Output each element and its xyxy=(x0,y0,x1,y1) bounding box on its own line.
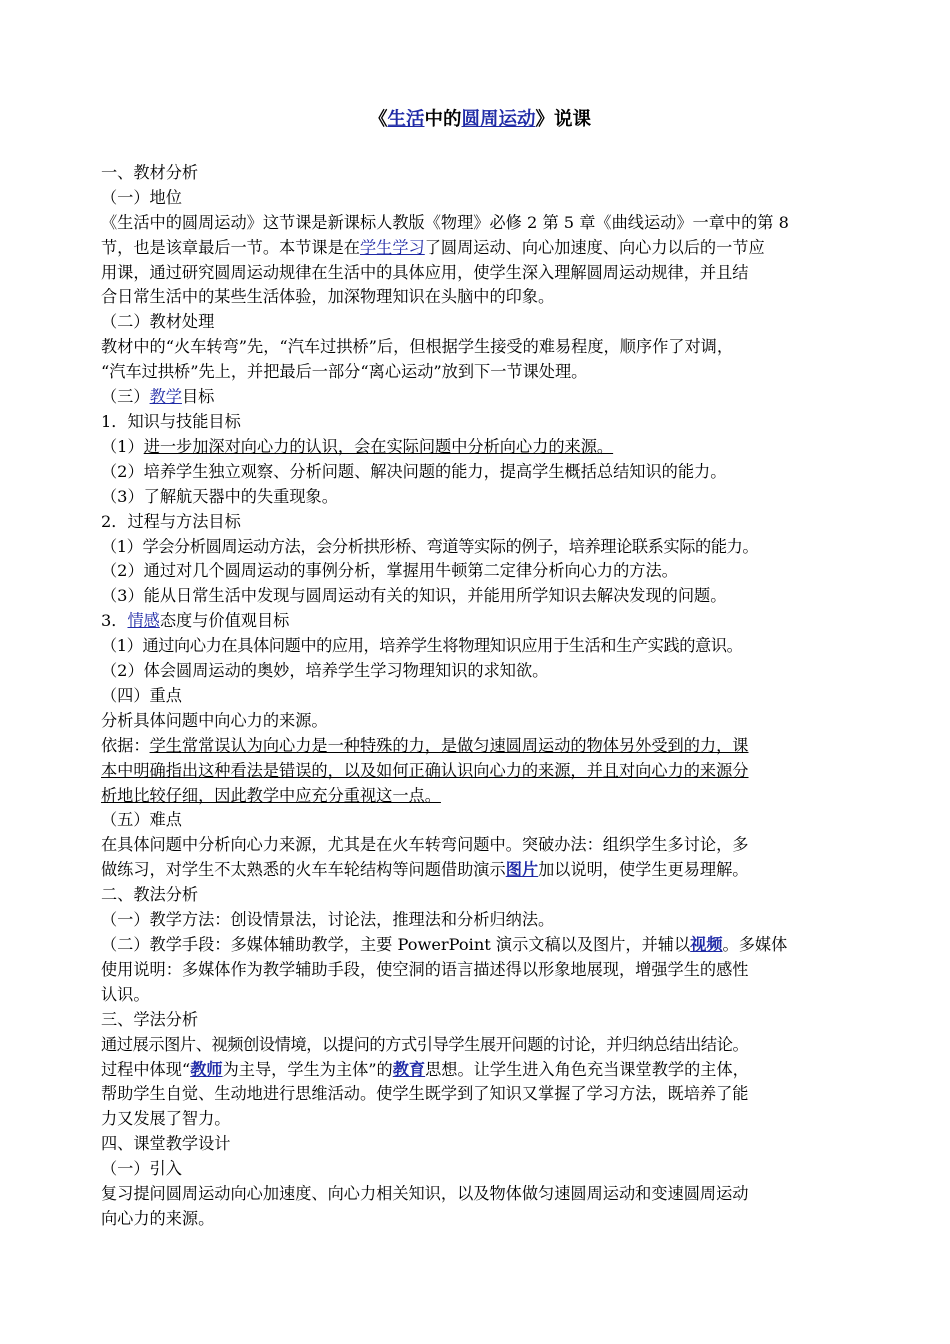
link-emotion[interactable]: 情感 xyxy=(127,611,160,631)
goal-emotion-heading: 3．情感态度与价值观目标 xyxy=(101,611,290,631)
goal-emotion-item-2: （2）体会圆周运动的奥妙，培养学生学习物理知识的求知欲。 xyxy=(101,661,549,681)
method-item-1: （一）教学方法：创设情景法，讨论法，推理法和分析归纳法。 xyxy=(101,910,555,930)
title-link-life[interactable]: 生活 xyxy=(387,109,425,130)
paragraph-basis: 依据：学生常常误认为向心力是一种特殊的力，是做匀速圆周运动的物体另外受到的力，课 本中明确指出这种看法是错误的，以及如何正确认识向心力的来源，并且对向心力的来源分 析地比较仔细，因此教学中应充分重视这一点。 xyxy=(101,735,749,805)
subheading-difficulty: （五）难点 xyxy=(101,810,182,830)
subheading-key-point: （四）重点 xyxy=(101,685,182,705)
section-heading-1: 一、教材分析 xyxy=(101,162,199,182)
goal-process-heading: 2．过程与方法目标 xyxy=(101,511,241,531)
document-title: 《生活中的圆周运动》说课 xyxy=(368,109,592,130)
paragraph-teaching-means: （二）教学手段：多媒体辅助教学，主要 PowerPoint 演示文稿以及图片，并辅以视频。多媒体 使用说明：多媒体作为教学辅助手段，使空洞的语言描述得以形象地展现，增强学生的感性 认识。 xyxy=(101,935,788,1004)
goal-knowledge-heading: 1．知识与技能目标 xyxy=(101,411,241,431)
goal-knowledge-item-2: （2）培养学生独立观察、分析问题、解决问题的能力，提高学生概括总结知识的能力。 xyxy=(101,461,727,481)
paragraph-introduction: 复习提问圆周运动向心加速度、向心力相关知识，以及物体做匀速圆周运动和变速圆周运动 向心力的来源。 xyxy=(101,1184,749,1228)
goal-process-item-2: （2）通过对几个圆周运动的事例分析，掌握用牛顿第二定律分析向心力的方法。 xyxy=(101,561,678,581)
section-heading-4: 四、课堂教学设计 xyxy=(101,1134,231,1154)
goal-knowledge-item-1: （1）进一步加深对向心力的认识，会在实际问题中分析向心力的来源。 xyxy=(101,436,614,456)
link-video[interactable]: 视频 xyxy=(690,935,723,954)
goal-emotion-item-1: （1）通过向心力在具体问题中的应用，培养学生将物理知识应用于生活和生产实践的意识。 xyxy=(101,636,743,656)
paragraph-difficulty: 在具体问题中分析向心力来源，尤其是在火车转弯问题中。突破办法：组织学生多讨论，多 做练习，对学生不太熟悉的火车车轮结构等问题借助演示图片加以说明，使学生更易理解。 xyxy=(101,835,749,880)
paragraph-study-method: 通过展示图片、视频创设情境，以提问的方式引导学生展开问题的讨论，并归纳总结出结论。 过程中体现“教师为主导，学生为主体”的教育思想。让学生进入角色充当课堂教学的主体， 帮助学生自觉、生动地进行思维活动。使学生既学到了知识又掌握了学习方法，既培养了能 力又发展了智力。 xyxy=(101,1034,749,1129)
link-picture[interactable]: 图片 xyxy=(505,860,539,880)
link-education[interactable]: 教育 xyxy=(392,1059,426,1079)
subheading-teaching-goals: （三）教学目标 xyxy=(101,387,215,407)
section-heading-2: 二、教法分析 xyxy=(101,885,199,905)
section-heading-3: 三、学法分析 xyxy=(101,1009,199,1029)
subheading-introduction: （一）引入 xyxy=(101,1159,182,1179)
link-teaching[interactable]: 教学 xyxy=(149,387,182,407)
key-point-text: 分析具体问题中向心力的来源。 xyxy=(101,710,328,730)
document-page xyxy=(101,108,859,1232)
subheading-position: （一）地位 xyxy=(101,187,182,207)
paragraph-material-processing: 教材中的“火车转弯”先，“汽车过拱桥”后，但根据学生接受的难易程度，顺序作了对调， “汽车过拱桥”先上，并把最后一部分“离心运动”放到下一节课处理。 xyxy=(101,337,734,382)
link-teacher[interactable]: 教师 xyxy=(190,1059,223,1079)
goal-process-item-3: （3）能从日常生活中发现与圆周运动有关的知识，并能用所学知识去解决发现的问题。 xyxy=(101,586,727,606)
goal-knowledge-item-3: （3）了解航天器中的失重现象。 xyxy=(101,486,338,506)
subheading-material-processing: （二）教材处理 xyxy=(101,312,215,332)
title-link-circular-motion[interactable]: 圆周运动 xyxy=(461,109,536,130)
link-student-learning[interactable]: 学生学习 xyxy=(360,237,425,257)
paragraph-position: 《生活中的圆周运动》这节课是新课标人教版《物理》必修 2 第 5 章《曲线运动》一章中的第 8 节，也是该章最后一节。本节课是在学生学习了圆周运动、向心加速度、向心力以后的一节应 用课，通过研究圆周运动规律在生活中的具体应用，使学生深入理解圆周运动规律，并且结 合日常生活中的某些生活体验，加深物理知识在头脑中的印象。 xyxy=(101,212,789,307)
goal-process-item-1: （1）学会分析圆周运动方法，会分析拱形桥、弯道等实际的例子，培养理论联系实际的能力。 xyxy=(101,536,759,556)
